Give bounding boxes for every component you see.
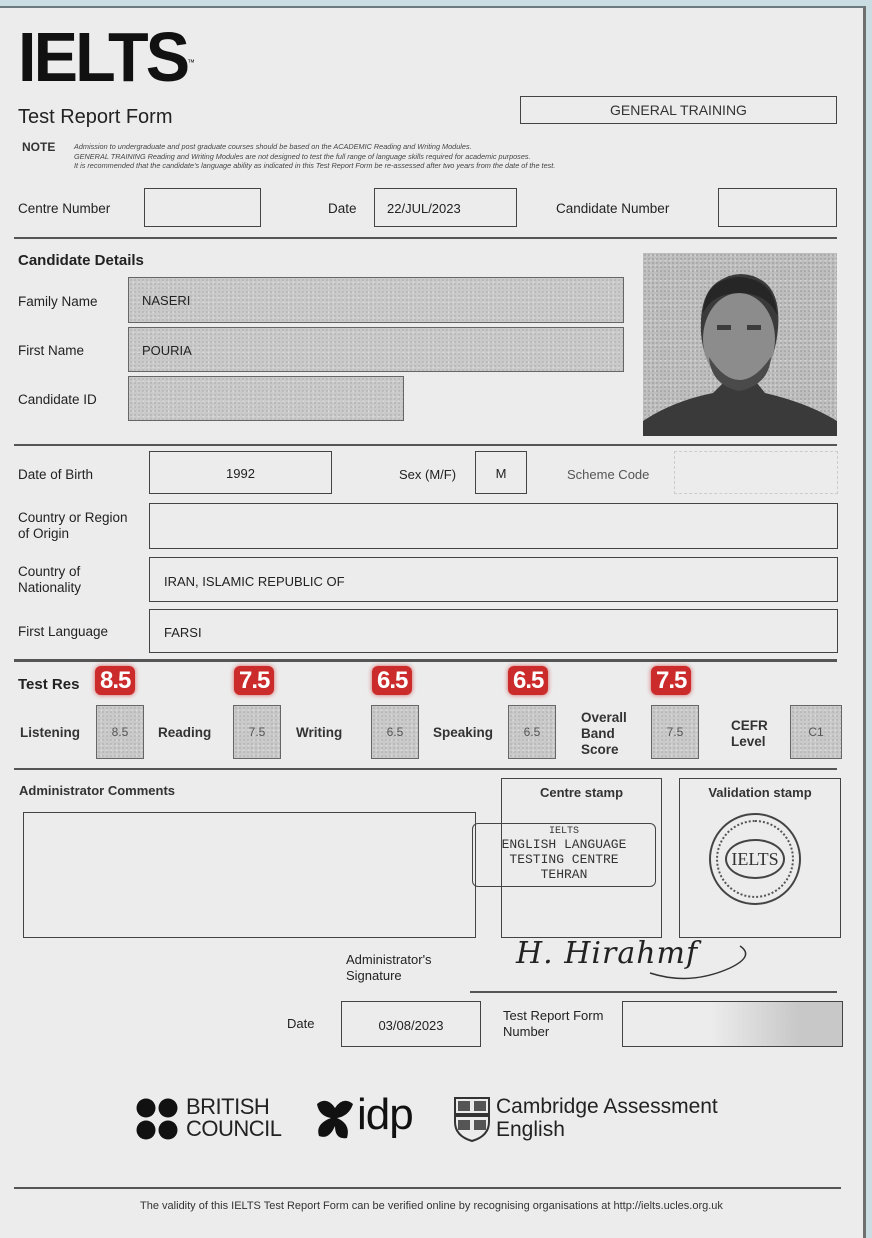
stamp-line: TESTING CENTRE [509, 852, 619, 867]
overall-score: 7.5 [666, 725, 684, 739]
reading-badge: 7.5 [234, 666, 274, 695]
sex-label: Sex (M/F) [399, 467, 457, 482]
british-council-text [186, 1096, 282, 1140]
trf-label-line: Test Report Form [503, 1008, 604, 1023]
divider [14, 444, 837, 446]
signature-line [470, 991, 837, 993]
family-name-field [128, 277, 624, 323]
date-label: Date [328, 201, 357, 216]
note-line: It is recommended that the candidate's language ability as indicated in this Test Report Form be re-assessed after two years from the date of the test. [74, 161, 556, 170]
form-title: Test Report Form [18, 106, 173, 128]
signature-label-line: Signature [346, 968, 402, 983]
validity-notice: The validity of this IELTS Test Report Form can be verified online by recognising organisations at http://ielts.ucles.org.uk [140, 1200, 723, 1212]
cefr-level: C1 [808, 725, 824, 739]
origin-label [18, 510, 128, 542]
dob-value: 1992 [226, 466, 255, 481]
centre-stamp-label: Centre stamp [539, 785, 624, 800]
centre-number-field [144, 188, 261, 227]
british-council-line: BRITISH [186, 1094, 270, 1119]
candidate-details-heading: Candidate Details [18, 252, 144, 269]
stamp-line: TEHRAN [540, 867, 588, 882]
listening-label: Listening [20, 725, 80, 740]
scheme-code-label: Scheme Code [567, 467, 650, 482]
nationality-value: IRAN, ISLAMIC REPUBLIC OF [164, 574, 345, 589]
first-language-field [149, 609, 838, 653]
candidate-id-field [128, 376, 404, 421]
reading-label: Reading [158, 725, 212, 740]
signature-label-line: Administrator's [346, 952, 432, 967]
overall-label-line: Band [581, 726, 615, 741]
module-box [520, 96, 837, 124]
trf-label-line: Number [503, 1024, 550, 1039]
candidate-number-field [718, 188, 837, 227]
writing-score: 6.5 [386, 725, 404, 739]
nationality-label [18, 564, 81, 596]
module-value: GENERAL TRAINING [610, 102, 747, 118]
listening-score-box [96, 705, 144, 759]
cambridge-shield-icon [453, 1096, 491, 1142]
speaking-label: Speaking [433, 725, 494, 740]
divider [14, 237, 837, 239]
listening-score: 8.5 [111, 725, 129, 739]
divider [14, 659, 837, 662]
cambridge-line: English [496, 1118, 565, 1141]
signature-flourish-icon [640, 938, 760, 988]
validation-stamp-seal-icon [709, 813, 801, 905]
centre-stamp [472, 823, 656, 887]
note-line: Admission to undergraduate and post graduate courses should be based on the ACADEMIC Reading and Writing Modules. [74, 142, 472, 151]
speaking-badge: 6.5 [508, 666, 548, 695]
cefr-label [731, 718, 768, 750]
idp-flower-icon [315, 1098, 357, 1142]
overall-score-box [651, 705, 699, 759]
origin-label-line: Country or Region [18, 510, 128, 525]
validation-stamp-label: Validation stamp [708, 785, 812, 800]
trademark-symbol: ™ [187, 58, 195, 67]
signature-label [346, 952, 432, 984]
first-name-field [128, 327, 624, 372]
sex-value: M [495, 466, 507, 481]
trf-number-field [622, 1001, 843, 1047]
first-language-value: FARSI [164, 625, 202, 640]
reading-score-box [233, 705, 281, 759]
ielts-logo-text: IELTS [18, 18, 188, 96]
centre-number-label: Centre Number [18, 201, 111, 216]
admin-comments-label: Administrator Comments [19, 783, 176, 798]
note-line: GENERAL TRAINING Reading and Writing Modules are not designed to test the full range of language skills required for academic purposes. [74, 151, 531, 161]
family-name-label: Family Name [18, 294, 98, 309]
candidate-id-label: Candidate ID [18, 392, 97, 407]
first-name-label: First Name [18, 343, 85, 358]
cefr-label-line: Level [731, 734, 766, 749]
speaking-score-box [508, 705, 556, 759]
writing-badge: 6.5 [372, 666, 412, 695]
idp-text: idp [357, 1090, 413, 1139]
speaking-score: 6.5 [523, 725, 541, 739]
first-name-value: POURIA [142, 343, 192, 358]
cefr-level-box [790, 705, 842, 759]
overall-band-label [581, 710, 627, 758]
family-name-value: NASERI [142, 293, 191, 308]
overall-badge: 7.5 [651, 666, 691, 695]
writing-label: Writing [296, 725, 343, 740]
note-label: NOTE [22, 140, 56, 154]
british-council-line: COUNCIL [186, 1116, 282, 1141]
test-date-value: 22/JUL/2023 [387, 201, 461, 216]
dob-field [149, 451, 332, 494]
cambridge-text [496, 1095, 718, 1141]
cefr-label-line: CEFR [731, 718, 768, 733]
writing-score-box [371, 705, 419, 759]
overall-label-line: Score [581, 742, 619, 757]
cambridge-line: Cambridge Assessment [496, 1095, 718, 1118]
divider [14, 768, 837, 770]
trf-number-label [503, 1008, 603, 1040]
nationality-label-line: Nationality [18, 580, 82, 595]
validation-stamp-box [679, 778, 841, 938]
listening-badge: 8.5 [95, 666, 135, 695]
admin-comments-box [23, 812, 476, 938]
nationality-field [149, 557, 838, 602]
test-results-heading: Test Res [18, 676, 80, 693]
first-language-label: First Language [18, 624, 109, 639]
scheme-code-field [674, 451, 838, 494]
sex-field [475, 451, 527, 494]
origin-field [149, 503, 838, 549]
validation-stamp-text: IELTS [725, 839, 785, 879]
stamp-line: IELTS [548, 826, 579, 837]
candidate-number-label: Candidate Number [556, 201, 670, 216]
british-council-dots-icon [136, 1098, 180, 1142]
ielts-logo [18, 18, 195, 96]
issue-date-field [341, 1001, 481, 1047]
issue-date-label: Date [287, 1016, 315, 1031]
stamp-line: ENGLISH LANGUAGE [501, 837, 627, 852]
candidate-photo [643, 253, 837, 436]
administrator-signature: H. Hirahmf [516, 936, 699, 971]
overall-label-line: Overall [581, 710, 627, 725]
reading-score: 7.5 [248, 725, 266, 739]
candidate-photo-icon [643, 253, 837, 436]
origin-label-line: of Origin [18, 526, 70, 541]
nationality-label-line: Country of [18, 564, 81, 579]
issue-date-value: 03/08/2023 [378, 1018, 444, 1033]
divider [14, 1187, 841, 1189]
test-date-field [374, 188, 517, 227]
dob-label: Date of Birth [18, 467, 94, 482]
test-report-form-page [0, 6, 866, 1238]
note-text [74, 142, 555, 171]
